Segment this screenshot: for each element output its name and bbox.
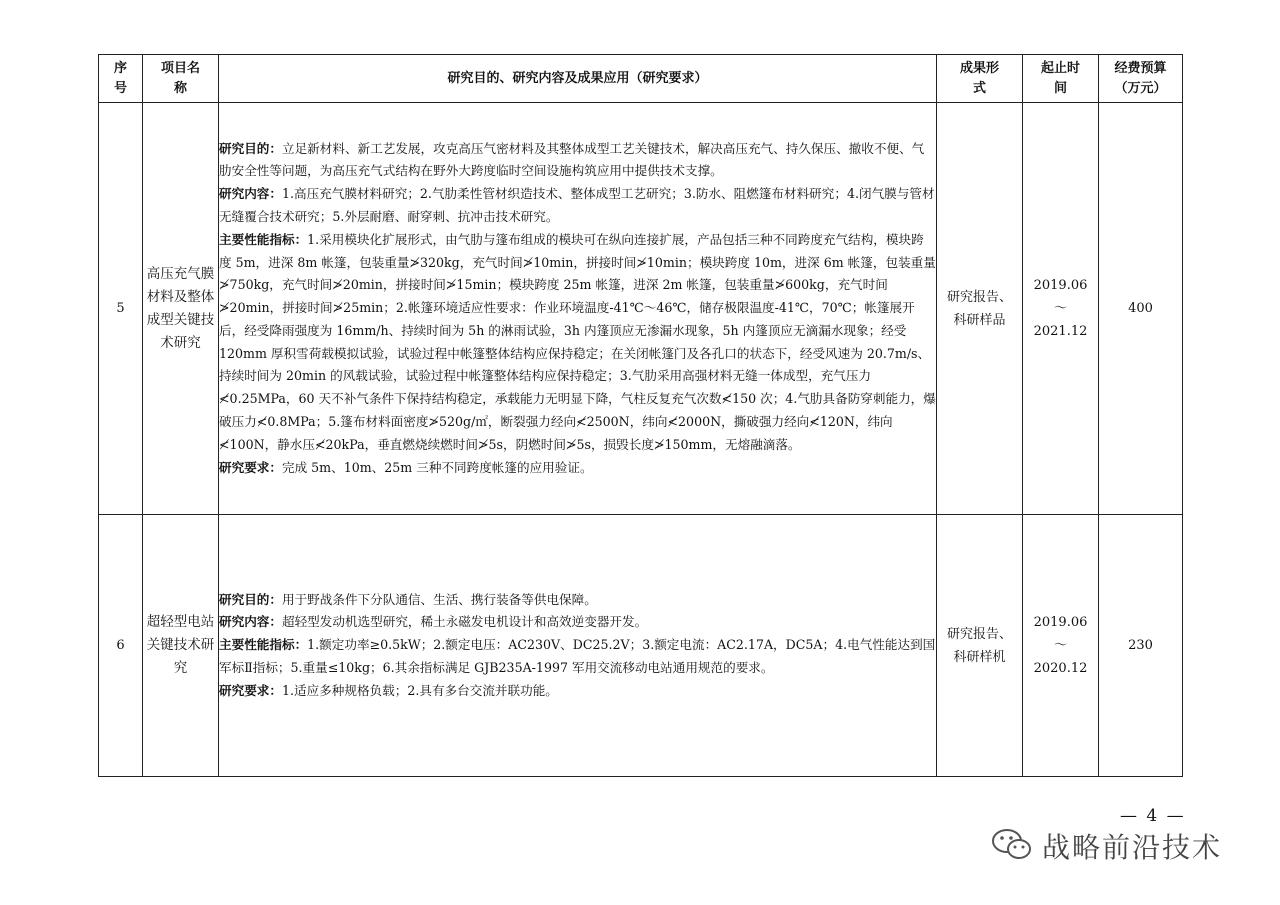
table-row <box>99 103 1183 515</box>
watermark <box>990 826 1222 866</box>
purpose-text: 立足新材料、新工艺发展，攻克高压气密材料及其整体成型工艺关键技术，解决高压充气、持久保压、撤收不便、气肋安全性等问题，为高压充气式结构在野外大跨度临时空间设施构筑应用中提供技术支撑。 <box>219 140 925 179</box>
period-end: 2020.12 <box>1033 661 1088 676</box>
header-period: 起止时间 <box>1023 55 1099 103</box>
perf-label: 主要性能指标： <box>219 637 308 653</box>
content-label: 研究内容： <box>219 614 282 630</box>
row-result: 研究报告、科研样品 <box>937 103 1023 515</box>
req-paragraph <box>219 457 936 480</box>
row-seq: 5 <box>99 103 143 515</box>
watermark-text: 战略前沿技术 <box>1042 831 1223 864</box>
period-end: 2021.12 <box>1033 324 1088 339</box>
content-label: 研究内容： <box>219 186 282 202</box>
period-tilde: ～ <box>1053 638 1067 653</box>
req-label: 研究要求： <box>219 459 282 475</box>
row-project-name: 超轻型电站关键技术研究 <box>143 515 219 777</box>
table-header-row <box>99 55 1183 103</box>
row-seq: 6 <box>99 515 143 777</box>
header-name: 项目名称 <box>143 55 219 103</box>
row-result: 研究报告、科研样机 <box>937 515 1023 777</box>
content-text: 超轻型发动机选型研究，稀土永磁发电机设计和高效逆变器开发。 <box>281 614 648 630</box>
row-budget: 230 <box>1099 515 1183 777</box>
content-paragraph <box>219 611 936 634</box>
wechat-icon <box>990 827 1034 865</box>
content-paragraph <box>219 183 936 229</box>
perf-paragraph <box>219 229 936 457</box>
req-paragraph <box>219 680 936 703</box>
purpose-label: 研究目的： <box>219 140 282 156</box>
perf-text: 1.采用模块化扩展形式，由气肋与篷布组成的模块可在纵向连接扩展，产品包括三种不同跨度充气结构，模块跨度 5m，进深 8m 帐篷，包装重量≯320kg，充气时间≯10min，拼接时间≯10min；模块跨度 10m，进深 6m 帐篷，包装重量≯750kg，充气时间≯20min，拼接时间≯15min；模块跨度 25m 帐篷，进深 2m 帐篷，包装重量≯600kg，充气时间≯20min，拼接时间≯25min；2.帐篷环境适应性要求：作业环境温度-41℃～46℃，储存极限温度-41℃，70℃；帐篷展开后，经受降雨强度为 16mm/h、持续时间为 5h 的淋雨试验，3h 内篷顶应无渗漏水现象，5h 内篷顶应无滴漏水现象；经受 120mm 厚积雪荷载模拟试验，试验过程中帐篷整体结构应保持稳定；在关闭帐篷门及各孔口的状态下，经受风速为 20.7m/s、持续时间为 20min 的风载试验，试验过程中帐篷整体结构应保持稳定；3.气肋采用高强材料无缝一体成型，充气压力≮0.25MPa，60 天不补气条件下保持结构稳定，承载能力无明显下降，气柱反复充气次数≮150 次；4.气肋具备防穿刺能力，爆破压力≮0.8MPa；5.篷布材料面密度≯520g/㎡，断裂强力经向≮2500N，纬向≮2000N，撕破强力经向≮120N，纬向≮100N，静水压≮20kPa，垂直燃烧续燃时间≯5s，阴燃时间≯5s，损毁长度≯150mm，无熔融滴落。 <box>219 231 936 452</box>
req-text: 1.适应多种规格负载；2.具有多台交流并联功能。 <box>281 682 558 698</box>
row-content <box>219 515 937 777</box>
page-number: — 4 — <box>1120 806 1186 826</box>
perf-label: 主要性能指标： <box>219 231 308 247</box>
content-text: 1.高压充气膜材料研究；2.气肋柔性管材织造技术、整体成型工艺研究；3.防水、阻燃篷布材料研究；4.闭气膜与管材无缝覆合技术研究；5.外层耐磨、耐穿刺、抗冲击技术研究。 <box>219 186 935 224</box>
header-seq: 序号 <box>99 55 143 103</box>
purpose-text: 用于野战条件下分队通信、生活、携行装备等供电保障。 <box>281 591 597 607</box>
perf-paragraph <box>219 634 936 680</box>
perf-text: 1.额定功率≥0.5kW；2.额定电压：AC230V、DC25.2V；3.额定电流：AC2.17A，DC5A；4.电气性能达到国军标Ⅱ指标；5.重量≤10kg；6.其余指标满足 GJB235A-1997 军用交流移动电站通用规范的要求。 <box>219 637 936 675</box>
table-row <box>99 515 1183 777</box>
purpose-paragraph <box>219 138 936 184</box>
row-project-name: 高压充气膜材料及整体成型关键技术研究 <box>143 103 219 515</box>
project-table <box>98 54 1183 777</box>
row-budget: 400 <box>1099 103 1183 515</box>
row-period <box>1023 103 1099 515</box>
row-period <box>1023 515 1099 777</box>
header-content: 研究目的、研究内容及成果应用（研究要求） <box>219 55 937 103</box>
header-result: 成果形式 <box>937 55 1023 103</box>
row-content <box>219 103 937 515</box>
period-start: 2019.06 <box>1033 278 1088 293</box>
period-tilde: ～ <box>1053 301 1067 316</box>
purpose-paragraph <box>219 589 936 612</box>
header-budget: 经费预算（万元） <box>1099 55 1183 103</box>
req-text: 完成 5m、10m、25m 三种不同跨度帐篷的应用验证。 <box>281 459 593 475</box>
purpose-label: 研究目的： <box>219 591 282 607</box>
req-label: 研究要求： <box>219 682 282 698</box>
period-start: 2019.06 <box>1033 615 1088 630</box>
